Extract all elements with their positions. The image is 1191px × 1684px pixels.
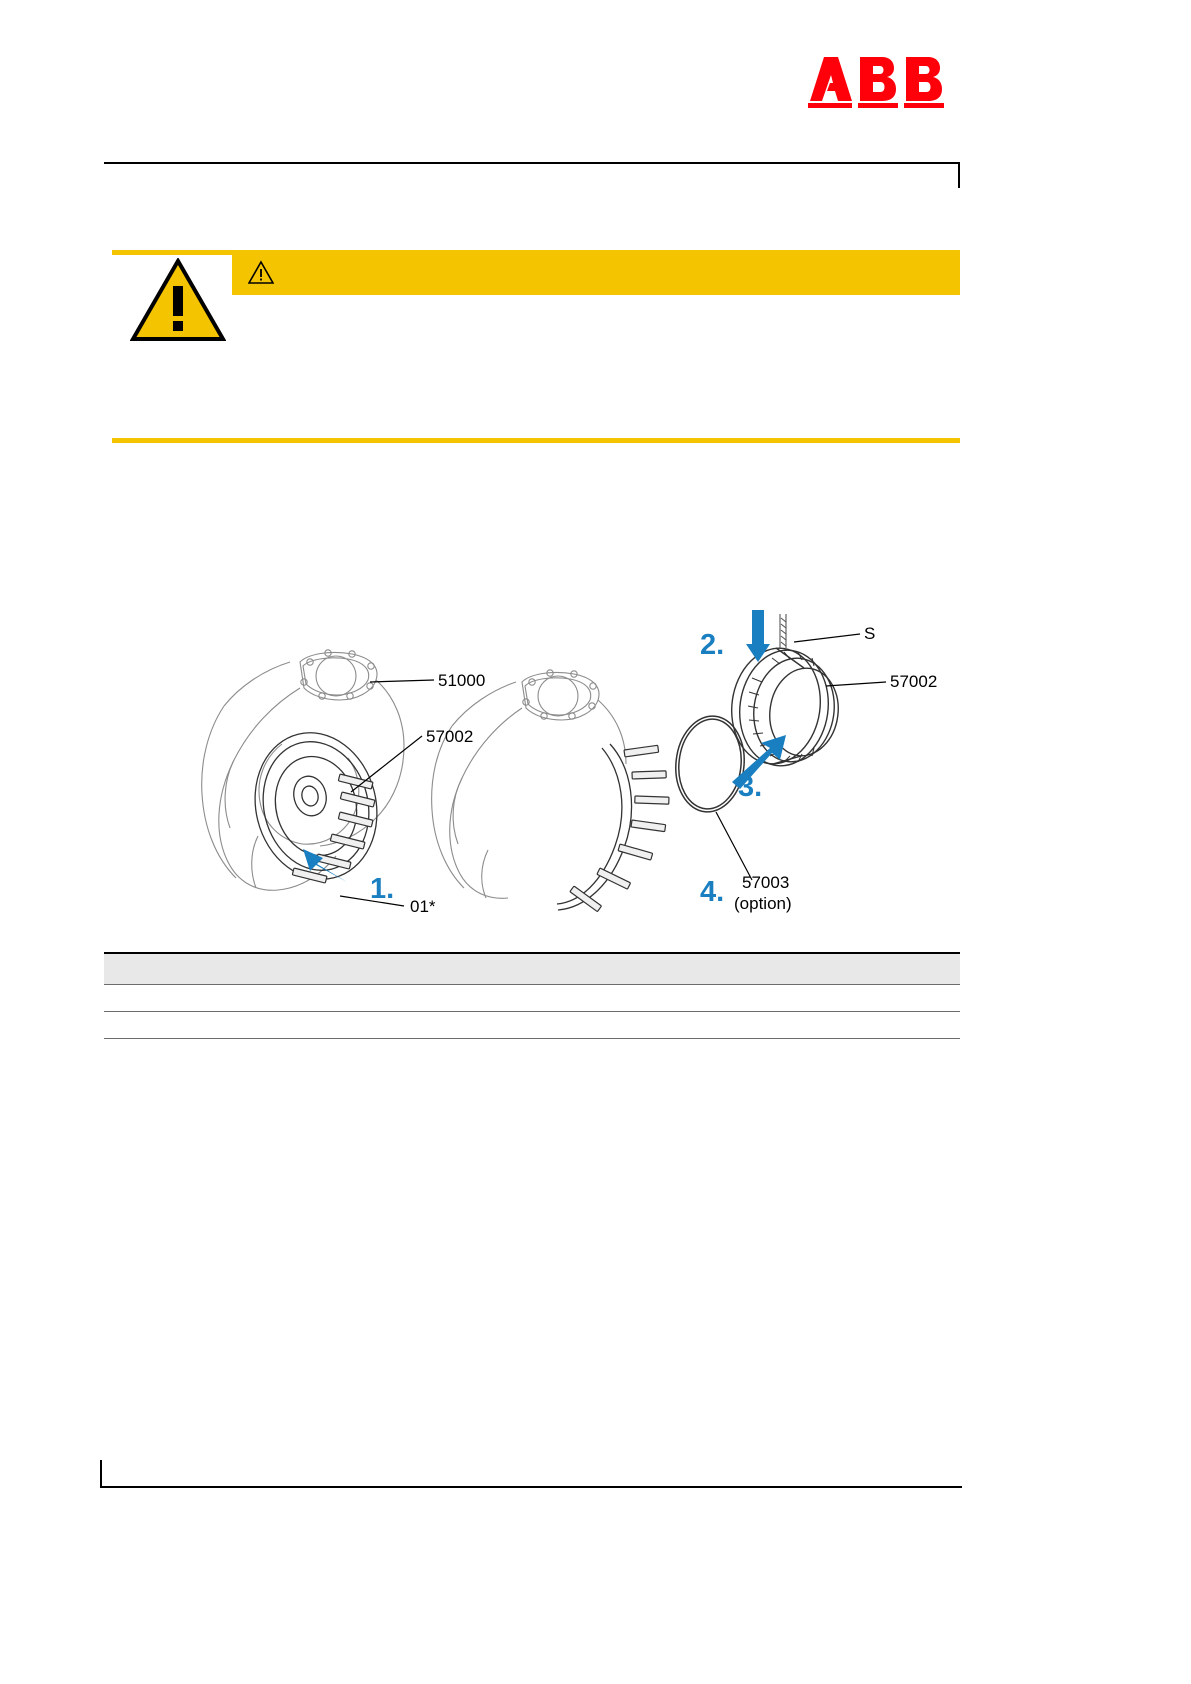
figure-label-01: 01* bbox=[410, 897, 436, 916]
table-row bbox=[104, 985, 960, 1011]
warning-title-bar bbox=[232, 255, 960, 295]
header-rule bbox=[104, 162, 960, 164]
footer-rule bbox=[100, 1486, 962, 1488]
table-row bbox=[104, 1012, 960, 1038]
figure-label-51000: 51000 bbox=[438, 671, 486, 690]
figure-label-57003-option: (option) bbox=[734, 894, 792, 913]
assembly-figure bbox=[104, 596, 960, 946]
figure-label-s: S bbox=[864, 624, 876, 643]
figure-step-2: 2. bbox=[700, 629, 725, 661]
figure-label-57002-right: 57002 bbox=[890, 672, 938, 691]
figure-step-1: 1. bbox=[370, 873, 395, 905]
warning-triangle-icon bbox=[248, 260, 274, 286]
table-bottom-border bbox=[104, 1038, 960, 1039]
table-header-row bbox=[104, 954, 960, 984]
figure-step-3: 3. bbox=[738, 771, 763, 803]
after-table-text bbox=[112, 1062, 952, 1074]
parts-table bbox=[104, 952, 960, 1039]
figure-label-57003: 57003 bbox=[742, 873, 790, 892]
footer-rule-tick bbox=[100, 1460, 102, 1488]
abb-logo bbox=[808, 55, 968, 110]
warning-body bbox=[232, 306, 942, 318]
header-rule-tick bbox=[958, 162, 960, 188]
figure-label-57002-left: 57002 bbox=[426, 727, 474, 746]
warning-triangle-large-icon bbox=[130, 258, 226, 344]
section-text bbox=[112, 506, 952, 516]
warning-band-bottom bbox=[112, 438, 960, 443]
figure-step-4: 4. bbox=[700, 876, 725, 908]
